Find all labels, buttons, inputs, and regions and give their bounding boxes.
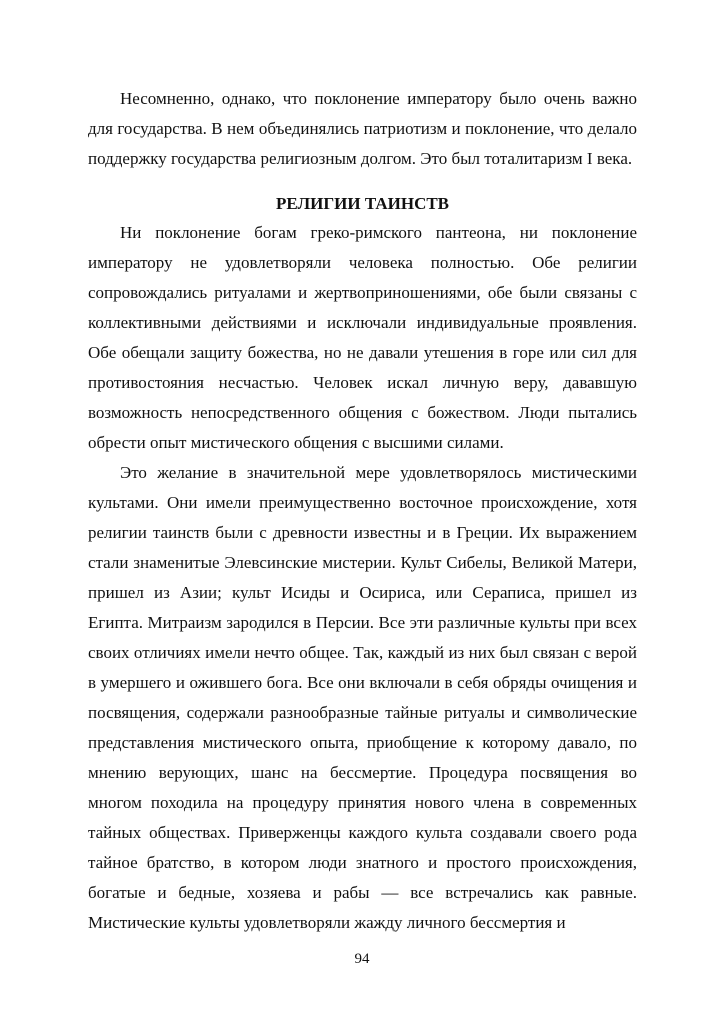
paragraph-mystery-cults: Это желание в значительной мере удовлетворялось мистическими культами. Они имели преимущественно восточное происхождение, хотя религии таинств были с древности известны и в Греции. Их выражением стали знаменитые Элевсинские мистерии. Культ Сибелы, Великой Матери, пришел из Азии; культ Исиды и Осириса, или Сераписа, пришел из Египта. Митраизм зародился в Персии. Все эти различные культы при всех своих отличиях имели нечто общее. Так, каждый из них был связан с верой в умершего и ожившего бога. Все они включали в себя обряды очищения и посвящения, содержали разнообразные тайные ритуалы и символические представления мистического опыта, приобщение к которому давало, по мнению верующих, шанс на бессмертие. Процедура посвящения во многом походила на процедуру принятия нового члена в современных тайных обществах. Приверженцы каждого культа создавали своего рода тайное братство, в котором люди знатного и простого происхождения, богатые и бедные, хозяева и рабы — все встречались как равные. Мистические культы удовлетворяли жажду личного бессмертия и <box>88 463 637 932</box>
document-page <box>88 84 637 938</box>
section-heading: РЕЛИГИИ ТАИНСТВ <box>275 194 450 213</box>
paragraph-pantheon: Ни поклонение богам греко-римского пантеона, ни поклонение императору не удовлетворяли человека полностью. Обе религии сопровождались ритуалами и жертвоприношениями, обе были связаны с коллективными действиями и исключали индивидуальные проявления. Обе обещали защиту божества, но не давали утешения в горе или сил для противостояния несчастью. Человек искал личную веру, дававшую возможность непосредственного общения с божеством. Люди пытались обрести опыт мистического общения с высшими силами. <box>88 223 637 452</box>
paragraph-emperor-worship: Несомненно, однако, что поклонение императору было очень важно для государства. В нем объединялись патриотизм и поклонение, что делало поддержку государства религиозным долгом. Это был тоталитаризм I века. <box>88 89 637 168</box>
page-number: 94 <box>354 951 370 967</box>
